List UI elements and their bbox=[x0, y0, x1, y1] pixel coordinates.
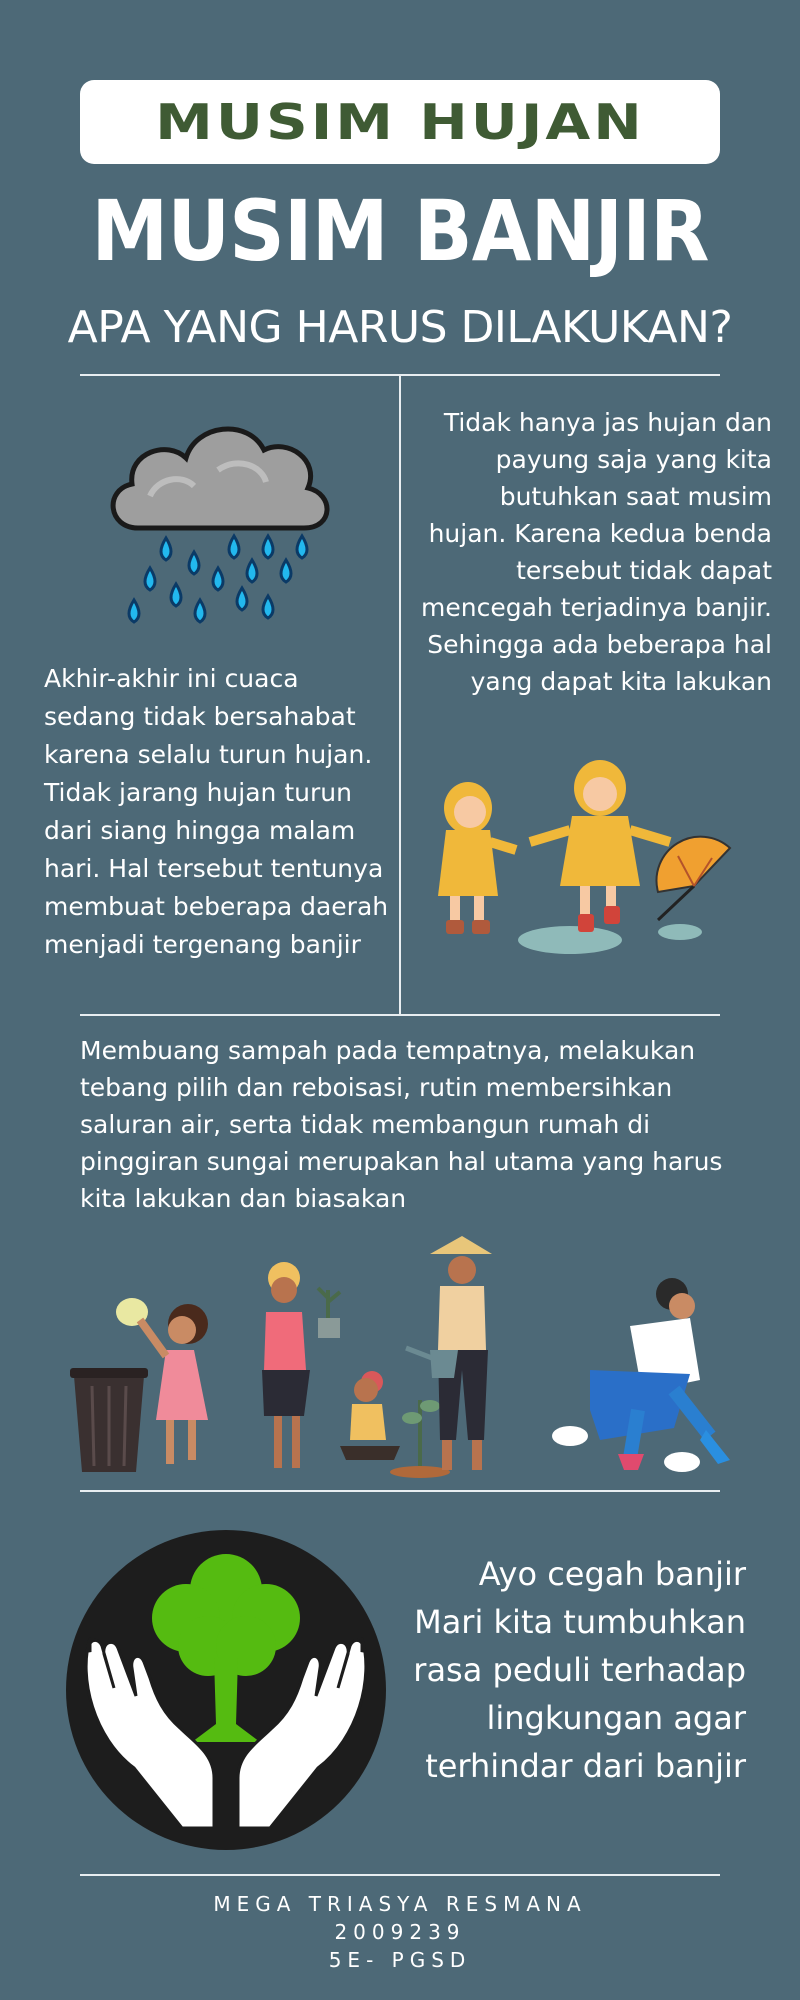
title-top: MUSIM HUJAN bbox=[155, 93, 645, 151]
closing-line-1: Ayo cegah banjir bbox=[478, 1555, 746, 1593]
author-id: 2009239 bbox=[334, 1920, 466, 1944]
closing-line-5: terhindar dari banjir bbox=[425, 1747, 746, 1785]
question-heading: APA YANG HARUS DILAKUKAN? bbox=[67, 302, 733, 353]
children-raincoat-illustration bbox=[420, 760, 740, 970]
people-cleaning-illustration bbox=[70, 1240, 750, 1480]
closing-message bbox=[380, 1550, 746, 1790]
hands-tree-icon bbox=[64, 1528, 388, 1852]
paragraph-middle: Membuang sampah pada tempatnya, melakukan tebang pilih dan reboisasi, rutin membersihkan saluran air, serta tidak membangun rumah di pinggiran sungai merupakan hal utama yang harus kita lakukan dan biasakan bbox=[80, 1036, 723, 1213]
title-box bbox=[80, 80, 720, 164]
author-class: 5E- PGSD bbox=[328, 1948, 472, 1972]
divider-lower bbox=[80, 1490, 720, 1492]
title-main: MUSIM BANJIR bbox=[91, 182, 709, 280]
author-name: MEGA TRIASYA RESMANA bbox=[213, 1892, 587, 1916]
closing-line-4: lingkungan agar bbox=[486, 1699, 746, 1737]
closing-line-3: rasa peduli terhadap bbox=[413, 1651, 746, 1689]
divider-vertical bbox=[399, 376, 401, 1014]
divider-middle bbox=[80, 1014, 720, 1016]
closing-line-2: Mari kita tumbuhkan bbox=[414, 1603, 746, 1641]
divider-bottom bbox=[80, 1874, 720, 1876]
rain-cloud-icon bbox=[98, 400, 338, 640]
paragraph-left: Akhir-akhir ini cuaca sedang tidak bersahabat karena selalu turun hujan. Tidak jarang hujan turun dari siang hingga malam hari. Hal tersebut tentunya membuat beberapa daerah menjadi tergenang banjir bbox=[44, 664, 389, 959]
paragraph-right: Tidak hanya jas hujan dan payung saja yang kita butuhkan saat musim hujan. Karena kedua benda tersebut tidak dapat mencegah terjadinya banjir. Sehingga ada beberapa hal yang dapat kita lakukan bbox=[421, 408, 772, 696]
